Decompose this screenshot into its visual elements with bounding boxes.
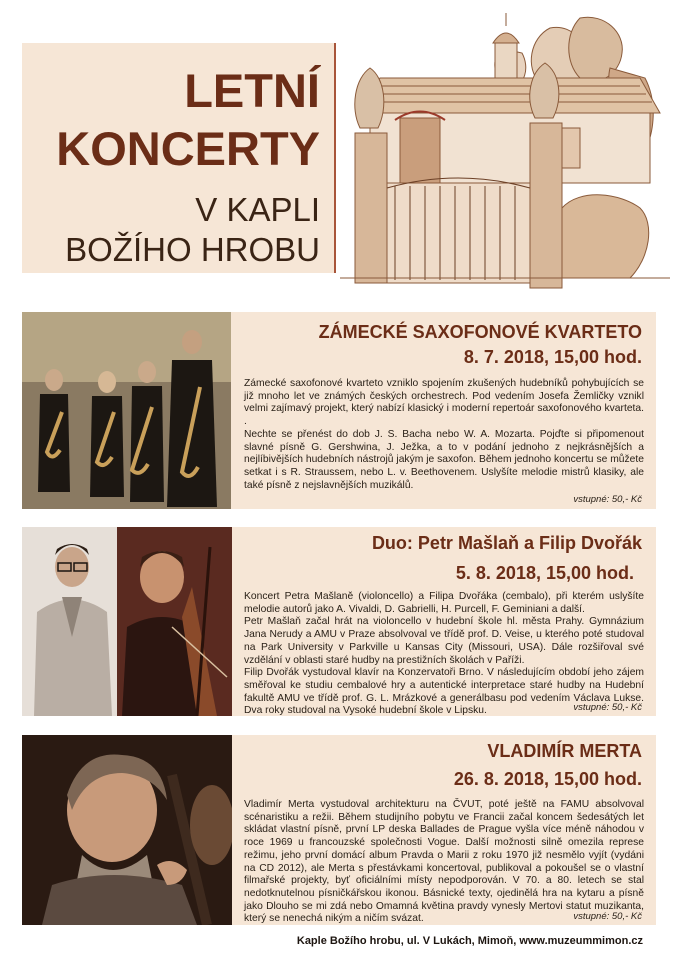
section-1-body	[244, 378, 644, 492]
section-2-entry-fee: vstupné: 50,- Kč	[573, 702, 642, 713]
section-3-entry-fee: vstupné: 50,- Kč	[573, 911, 642, 922]
section-2-paragraph-1: Koncert Petra Mašlaně (violoncello) a Filipa Dvořáka (cembalo), při kterém uslyšíte melodie autorů jako A. Vivaldi, D. Gabrielli, H. Purcell, F. Geminiani a další.	[244, 591, 644, 615]
section-2-title: Duo: Petr Mašlaň a Filip Dvořák	[371, 533, 642, 553]
section-3-date: 26. 8. 2018, 15,00 hod.	[453, 769, 642, 789]
section-2-paragraph-3: Filip Dvořák vystudoval klavír na Konzervatoři Brno. V následujícím období jeho zájem směřoval ke studiu cembalové hry a autentické interpretace staré hudby na Hudební fakultě AMU ve třídě prof. G. L. Mrázkové a generálbasu pod vedením Václava Lukse. Dva roky studoval na Vysoké hudební škole v Lipsku.	[244, 667, 644, 717]
concert-section-3	[22, 735, 656, 925]
chapel-sketch-illustration	[340, 8, 670, 308]
duo-photo	[22, 527, 232, 716]
section-2-date: 5. 8. 2018, 15,00 hod.	[455, 563, 634, 583]
title-block	[22, 43, 336, 273]
concert-section-1	[22, 312, 656, 509]
section-1-title: ZÁMECKÉ SAXOFONOVÉ KVARTETO	[318, 322, 642, 342]
footer-address: Kaple Božího hrobu, ul. V Lukách, Mimoň, www.muzeummimon.cz	[296, 935, 643, 947]
section-3-body	[244, 799, 644, 926]
section-3-title: VLADIMÍR MERTA	[487, 741, 642, 761]
title-koncerty: KONCERTY	[56, 122, 320, 175]
title-boziho-hrobu: BOŽÍHO HROBU	[65, 231, 320, 268]
title-v-kapli: V KAPLI	[195, 191, 320, 228]
section-2-body	[244, 591, 644, 718]
section-1-paragraph-2: Nechte se přenést do dob J. S. Bacha nebo W. A. Mozarta. Pojďte si připomenout slavné písně G. Gershwina, J. Ježka, a to v podání jednoho z nejkrásnějších a nejlíbivějších hudebních nástrojů jakým je saxofon. Během jednoho koncertu se můžete setkat i s R. Straussem, nebo L. v. Beethovenem. Uslyšíte melodie mistrů klasiky, ale také písně z nejslavnějších muzikálů.	[244, 428, 644, 491]
section-1-entry-fee: vstupné: 50,- Kč	[573, 494, 642, 505]
concert-section-2	[22, 527, 656, 716]
vladimir-merta-photo	[22, 735, 232, 925]
section-1-paragraph-1: Zámecké saxofonové kvarteto vzniklo spojením zkušených hudebníků pohybujících se již mnoho let ve známých českých orchestrech. Pod vedením Josefa Žemličky vznikl velmi zajímavý projekt, který nabízí klasický i moderní repertoár saxofonového kvarteta. .	[244, 378, 644, 428]
section-1-date: 8. 7. 2018, 15,00 hod.	[463, 347, 642, 367]
section-2-paragraph-2: Petr Mašlaň začal hrát na violoncello v hudební škole hl. města Prahy. Gymnázium Jana Nerudy a AMU v Praze absolvoval ve třídě prof. D. Veise, u kterého poté studoval na Park University v Parkville u Kansas City (Missouri, USA). Dále rozšiřoval své vzdělání v oblasti staré hudby na prestižních školách v Paříži.	[244, 616, 644, 666]
title-letni: LETNÍ	[184, 64, 320, 117]
section-3-paragraph-1: Vladimír Merta vystudoval architekturu na ČVUT, poté ještě na FAMU absolvoval scénaristiku a režii. Během studijního pobytu ve Francii začal koncem šedesátých let skládat vlastní písně, první LP deska Ballades de Prague vyšla více méně náhodou v roce 1969 u francouzské společnosti Vogue. Další možnosti silně omezila represe režimu, jeho první domácí album Pravda o Marii z roku 1970 již nesmělo vyjít (vydáni na CD 2012), ale Merta s přestávkami koncertoval, publikoval a pokoušel se o vlastní filmařské projekty, byť oficiálními místy nepodporován. V 70. a 80. letech se stal nedotknutelnou písničkářskou ikonou. Básnické texty, ojedinělá hra na kytaru a písně jako Dlouho se mi zdá nebo Omamná květina pravdy vynesly Mertovi statut muzikanta, který se nenechá nikým a ničím svázat.	[244, 799, 644, 925]
saxophone-quartet-photo	[22, 312, 231, 509]
